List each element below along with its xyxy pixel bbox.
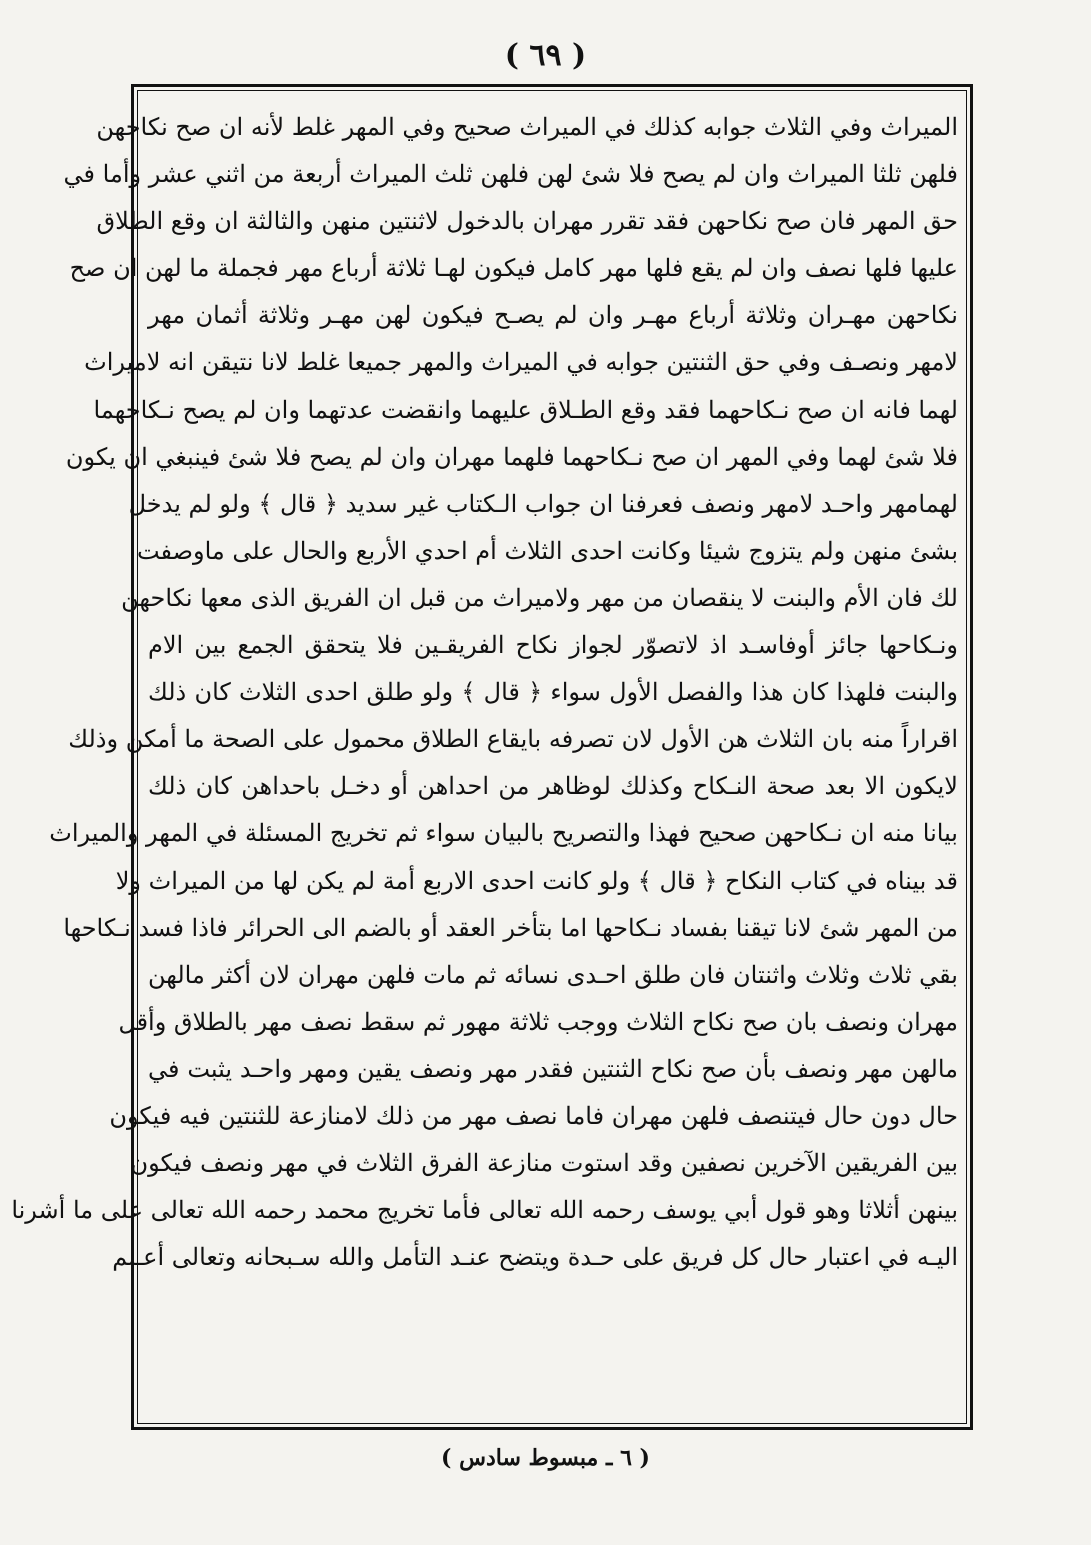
text-line: فلا شئ لهما وفي المهر ان صح نـكاحهما فلهما مهران وان لم يصح فلا شئ فينبغي ان يكون [65,442,958,471]
text-line: لهما فانه ان صح نـكاحهما فقد وقع الطـلاق عليهما وانقضت عدتهما وان لم يصح نـكاحهما [93,395,958,424]
text-line: حق المهر فان صح نكاحهن فقد تقرر مهران بالدخول لاثنتين منهن والثالثة ان وقع الطلاق [96,207,958,236]
text-line: بين الفريقين الآخرين نصفين وقد استوت منازعة الفرق الثلاث في مهر ونصف فيكون [130,1149,958,1178]
text-line: مالهن مهر ونصف بأن صح نكاح الثنتين فقدر مهر ونصف يقين ومهر واحـد يثبت في [148,1054,958,1083]
text-line: مهران ونصف بان صح نكاح الثلاث ووجب ثلاثة مهور ثم سقط نصف مهر بالطلاق وأقل [118,1007,958,1036]
text-line: عليها فلها نصف وان لم يقع فلها مهر كامل فيكون لهـا ثلاثة أرباع مهر فجملة ما لهن ان صح [69,254,958,283]
body-text [11,104,959,1281]
text-line: حال دون حال فيتنصف فلهن مهران فاما نصف مهر من ذلك لامنازعة للثنتين فيه فيكون [109,1101,958,1130]
text-line: لامهر ونصـف وفي حق الثنتين جوابه في الميراث والمهر جميعا غلط لانا نتيقن انه لاميراث [84,348,958,377]
text-line: لك فان الأم والبنت لا ينقصان من مهر ولاميراث من قبل ان الفريق الذى معها نكاحهن [121,583,958,612]
text-line: اقراراً منه بان الثلاث هن الأول لان تصرفه بايقاع الطلاق محمول على الصحة ما أمكن وذلك [68,725,958,754]
text-line: بقي ثلاث وثلاث واثنتان فان طلق احـدى نسائه ثم مات فلهن مهران لان أكثر مالهن [148,960,958,989]
text-line: من المهر شئ لانا تيقنا بفساد نـكاحها اما بتأخر العقد أو بالضم الى الحرائر فاذا فسد نـكاحها [63,913,958,942]
text-line: والبنت فلهذا كان هذا والفصل الأول سواء ﴿ قال ﴾ ولو طلق احدى الثلاث كان ذلك [148,678,959,707]
text-line: اليـه في اعتبار حال كل فريق على حـدة ويتضح عنـد التأمل والله سـبحانه وتعالى أعـلم [112,1243,958,1272]
page-number: ( ٦٩ ) [504,38,587,73]
text-line: الميراث وفي الثلاث جوابه كذلك في الميراث صحيح وفي المهر غلط لأنه ان صح نكاحهن [96,113,958,141]
text-line: لهمامهر واحـد لامهر ونصف فعرفنا ان جواب الـكتاب غير سديد ﴿ قال ﴾ ولو لم يدخل [128,489,958,518]
text-line: قد بيناه في كتاب النكاح ﴿ قال ﴾ ولو كانت احدى الاربع أمة لم يكن لها من الميراث ولا [115,866,958,895]
text-line: فلهن ثلثا الميراث وان لم يصح فلا شئ لهن فلهن ثلث الميراث أربعة من اثني عشر وأما في [63,160,958,189]
signature-mark: ( ٦ ـ مبسوط سادس ) [441,1445,650,1471]
text-line: ونـكاحها جائز أوفاسـد اذ لاتصوّر لجواز نكاح الفريقـين فلا يتحقق الجمع بين الام [148,631,958,660]
text-line: بينهن أثلاثا وهو قول أبي يوسف رحمه الله تعالى فأما تخريج محمد رحمه الله تعالى على ما أشرنا [11,1196,958,1225]
text-line: لايكون الا بعد صحة النـكاح وكذلك لوظاهر من احداهن أو دخـل باحداهن كان ذلك [148,772,958,801]
text-line: بشئ منهن ولم يتزوج شيئا وكانت احدى الثلاث أم احدي الأربع والحال على ماوصفت [136,536,958,565]
text-line: نكاحهن مهـران وثلاثة أرباع مهـر وان لم يصـح فيكون لهن مهـر وثلاثة أثمان مهر [148,301,958,330]
text-line: بيانا منه ان نـكاحهن صحيح فهذا والتصريح بالبيان سواء ثم تخريج المسئلة في المهر والميراث [49,819,958,848]
